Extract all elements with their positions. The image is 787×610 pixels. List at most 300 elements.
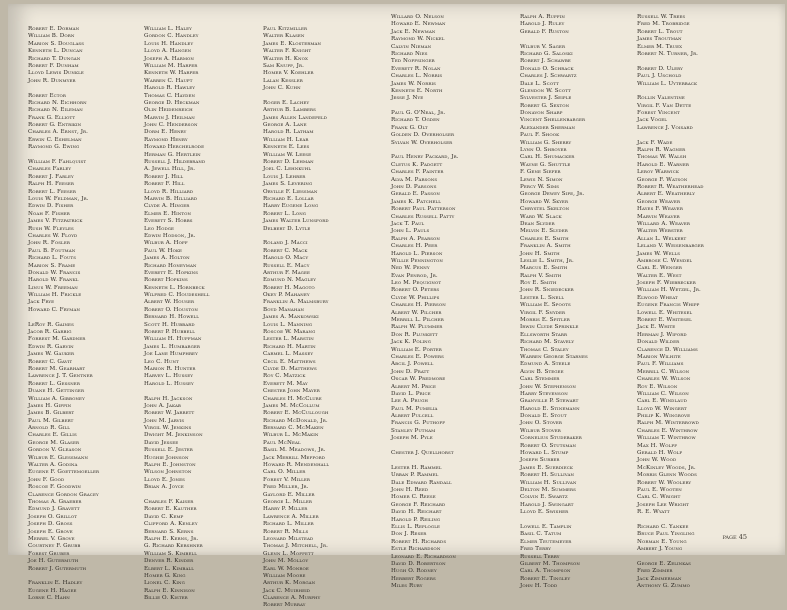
roster-name: Joe H. Gutermuth: [28, 558, 79, 565]
name-column: [28, 26, 99, 602]
roster-name: Richard H. Martin: [263, 343, 316, 350]
roster-name: Dwight M. Jenkinson: [144, 432, 203, 439]
roster-name: Cornelius Studebaker: [520, 435, 582, 442]
roster-name: Wilbur L. McMakin: [263, 432, 319, 439]
roster-name: Calvin Nieman: [391, 43, 432, 50]
roster-name: Thomas C. Staley: [520, 346, 569, 353]
roster-name: Lawrence J. T. Gentner: [28, 373, 93, 380]
roster-name: Jack Frye: [28, 299, 55, 306]
roster-name: Abcil J. Powell: [391, 361, 434, 368]
roster-name: Paul McNeal: [263, 439, 301, 446]
roster-name: William C. Wilson: [637, 390, 689, 397]
roster-name: Clyde D. Matthews: [263, 365, 317, 372]
roster-name: Richard Nies: [391, 50, 428, 57]
roster-name: Walter Klasen: [263, 33, 305, 40]
roster-name: Marion Wilhite: [637, 353, 681, 360]
roster-name: Charles E. Gillis: [28, 432, 77, 439]
roster-name: Robert L. Trout: [637, 28, 683, 35]
roster-name: Arthur K. Morgan: [263, 580, 316, 587]
block-spacer: [144, 492, 210, 499]
roster-name: Howard E. Newman: [391, 21, 446, 28]
roster-name: David D. Robertson: [391, 560, 446, 567]
roster-name: Robert D. Lehman: [263, 159, 314, 166]
roster-name: Ralph A. Pearson: [391, 235, 441, 242]
roster-name: Ellsworth Starr: [520, 331, 568, 338]
roster-name: Stanley Putnam: [391, 427, 436, 434]
roster-name: Richard G. Saloski: [520, 50, 573, 57]
roster-name: Bernard S. Kerns: [144, 528, 194, 535]
roster-name: Everett S. Hobbs: [144, 218, 193, 225]
roster-name: John F. Good: [28, 476, 65, 483]
roster-name: Carl Stemmer: [520, 376, 560, 383]
roster-name: Ralph W. Plummer: [391, 324, 443, 331]
roster-name: Leland V. Weisenbarger: [637, 243, 704, 250]
roster-name: Donald W. Francis: [28, 269, 81, 276]
block-spacer: [391, 457, 459, 464]
roster-name: F. Gene Siefer: [520, 169, 561, 176]
roster-name: Harold O. Macy: [263, 255, 309, 262]
roster-name: Bernard H. Howell: [144, 314, 200, 321]
roster-name: Jack Merrill Mefford: [263, 454, 325, 461]
roster-name: Jack E. Newman: [391, 28, 436, 35]
roster-name: Harold P. Reiling: [391, 516, 441, 523]
roster-name: Howard C. Fryman: [28, 306, 81, 313]
roster-name: Sylvan W. Overholser: [391, 139, 453, 146]
roster-name: Alexander Sherman: [520, 124, 576, 131]
roster-name: Paul Henry Packard, Jr.: [391, 154, 459, 161]
roster-name: Chester John Mayer: [263, 388, 320, 395]
roster-name: Vincent Shellenbarger: [520, 117, 586, 124]
roster-name: William T. Winthrow: [637, 435, 696, 442]
roster-name: Clarence Gordon Gracey: [28, 491, 99, 498]
roster-name: Paul W. Hoke: [144, 247, 183, 254]
roster-name: Harold L. Pierson: [391, 250, 443, 257]
roster-name: Richard C. Yankee: [637, 523, 689, 530]
roster-name: Richard McDonald, Jr.: [263, 417, 328, 424]
block-spacer: [144, 388, 210, 395]
roster-name: James E. Klosterman: [263, 40, 322, 47]
roster-name: James B. Gilbert: [28, 410, 75, 417]
roster-name: William S. Kimbell: [144, 550, 197, 557]
roster-name: Jack T. Paul: [391, 220, 425, 227]
roster-name: William L. Uyterback: [637, 80, 698, 87]
roster-name: James Walter Lunsford: [263, 218, 329, 225]
roster-name: Joseph F. Wiebrecker: [637, 280, 696, 287]
roster-name: Leroy Warwick: [637, 169, 679, 176]
roster-name: Ambert J. Young: [637, 546, 683, 553]
roster-name: James A. Holton: [144, 255, 190, 262]
roster-name: William E. Porter: [391, 346, 442, 353]
roster-name: Walter A. Godina: [28, 462, 78, 469]
roster-name: Kenneth E. North: [391, 87, 443, 94]
roster-name: John R. Fosler: [28, 240, 70, 247]
roster-name: Jesse J. Nye: [391, 95, 424, 102]
page-number: page 45: [722, 533, 747, 541]
roster-name: William Moore: [263, 572, 306, 579]
name-column: [144, 26, 210, 602]
roster-name: Jack Zimmerman: [637, 575, 682, 582]
roster-name: George F. Reichard: [391, 501, 446, 508]
roster-name: Olin Heidenreich: [144, 107, 193, 114]
roster-name: Charles F. Kaiser: [144, 499, 194, 505]
roster-name: Richard Honeyman: [144, 262, 197, 269]
roster-name: Lee A. Prugh: [391, 398, 428, 405]
roster-name: Donald E. Stout: [520, 413, 567, 420]
roster-name: Willard A. Weaver: [637, 220, 691, 227]
roster-name: Sam Knupp, Jr.: [263, 62, 305, 69]
roster-name: Robert E. Kauther: [144, 506, 197, 513]
roster-name: Merrill L. Pilcher: [391, 317, 444, 324]
roster-name: Joseph Surber: [520, 457, 560, 464]
roster-name: Jacob R. Garbig: [28, 329, 72, 336]
roster-name: Bruce Paul Yingling: [637, 531, 695, 538]
roster-name: Robert Ector: [28, 92, 67, 99]
roster-name: Paul M. Pumelia: [391, 405, 438, 412]
roster-name: Harold W. Frankl: [28, 277, 79, 284]
roster-name: Charles H. McClure: [263, 395, 322, 402]
roster-name: Hayes F. Weaver: [637, 206, 683, 213]
roster-name: William G. Sherry: [520, 139, 572, 146]
roster-name: Joseph M. Pyle: [391, 435, 433, 442]
roster-name: Merrill C. Wilson: [637, 368, 690, 375]
roster-name: Leo Hodge: [144, 225, 175, 232]
roster-name: Lowell E. Whitesel: [637, 309, 693, 316]
roster-name: John R. Sniedecker: [520, 287, 574, 294]
roster-name: Edwin D. Fisher: [28, 203, 74, 210]
roster-name: Charles Farley: [28, 166, 72, 173]
roster-name: Robert G. Sexton: [520, 102, 570, 109]
roster-name: Kenneth E. Lees: [263, 144, 310, 151]
roster-name: Courtney F. Grubb: [28, 543, 81, 550]
roster-name: Anthony G. Zummo: [637, 583, 691, 590]
roster-name: James A. Mankowski: [263, 314, 319, 321]
roster-name: Richard M. Stavely: [520, 339, 575, 346]
roster-name: Dorm E. Henry: [144, 129, 187, 136]
roster-name: James M. McCollum: [263, 402, 320, 409]
roster-name: Ralph H. Jackson: [144, 395, 193, 402]
roster-name: Delton M. Summers: [520, 487, 577, 493]
roster-name: Carmel L. Massey: [263, 351, 314, 358]
roster-name: Thomas A. Graeber: [28, 499, 82, 505]
block-spacer: [637, 132, 704, 139]
roster-name: Elbert L. Kimball: [144, 565, 194, 572]
roster-name: Roy E. Smith: [520, 280, 557, 287]
book-page: [8, 4, 785, 609]
roster-name: Robert G. Entrikin: [28, 122, 82, 129]
block-spacer: [263, 93, 329, 100]
roster-name: John C. Kuhn: [263, 85, 301, 92]
roster-name: Jack F. Wade: [637, 139, 673, 146]
roster-name: Brian A. Joyce: [144, 484, 184, 491]
roster-name: Frank G. Olt: [391, 124, 428, 131]
roster-name: Carl O. Miller: [263, 469, 306, 476]
roster-name: Wilson Johnston: [144, 469, 192, 476]
roster-name: Fred Terry: [520, 546, 551, 553]
roster-name: George E. Zelinkas: [637, 560, 692, 567]
roster-name: Ralph E. Johnston: [144, 462, 196, 469]
roster-name: Denver R. Kinder: [144, 558, 194, 565]
roster-name: Edwin R. Garvin: [28, 343, 74, 350]
roster-name: Virgil F. Snyder: [520, 309, 566, 316]
roster-name: Robert J. Schawbe: [520, 58, 571, 65]
roster-name: Robert H. Richards: [391, 538, 447, 545]
roster-name: Charles E. Powers: [391, 353, 444, 360]
roster-name: Richard L. Fouts: [28, 255, 77, 262]
roster-name: Russell W. Trees: [637, 14, 686, 20]
roster-name: Lewis N. Simon: [520, 176, 563, 183]
roster-name: Roscoe W. Marang: [263, 329, 316, 336]
roster-name: Kenneth L. Hornbeck: [144, 284, 205, 291]
roster-name: Elwood Wheat: [637, 294, 678, 301]
roster-name: Harold E. Stinemann: [520, 405, 580, 412]
roster-name: Richard T. Dungan: [28, 55, 81, 62]
roster-name: John R. Dunmyer: [28, 77, 76, 84]
roster-name: Albert M. Price: [391, 383, 437, 390]
block-spacer: [391, 147, 459, 154]
roster-name: Wilfred C. Houdeshell: [144, 292, 210, 299]
roster-name: Paul Kitzmiller: [263, 26, 308, 32]
roster-name: Louis W. Feldman, Jr.: [28, 195, 89, 202]
roster-name: Wayne G. Shuttle: [520, 161, 571, 168]
block-spacer: [28, 314, 99, 321]
roster-name: Ralph M. Winterrowd: [637, 420, 699, 427]
roster-name: Joseph O. Grillot: [28, 513, 77, 520]
roster-name: Richard L. Miller: [263, 521, 314, 528]
roster-name: William E. Spoots: [520, 302, 571, 309]
roster-name: Roscoe F. Goodwin: [28, 484, 81, 491]
roster-name: Harold L. Hussey: [144, 380, 194, 387]
roster-name: Harry P. Miller: [263, 506, 308, 513]
roster-name: Noah F. Fisher: [28, 210, 70, 217]
roster-name: Robert O. Peters: [391, 287, 440, 294]
roster-name: Roy C. Matzick: [263, 373, 306, 380]
roster-name: Gerald F. Ruston: [520, 28, 569, 35]
roster-name: Allan L. Welkert: [637, 235, 687, 242]
roster-name: Paul B. Foutman: [28, 247, 76, 254]
roster-name: Wilbur V. Sager: [520, 43, 566, 50]
roster-name: Paul E. Wooten: [637, 487, 682, 493]
roster-name: Morris Glenn Woods: [637, 472, 698, 479]
roster-name: Arthur B. Lambers: [263, 107, 316, 114]
roster-name: Howard W. Skyer: [520, 198, 569, 205]
roster-name: Roland J. Macci: [263, 240, 308, 247]
roster-name: Harvey L. Hussey: [144, 373, 193, 380]
roster-name: Edmund N. Magley: [263, 277, 316, 284]
roster-name: James Troutman: [637, 36, 682, 43]
roster-name: Charles W. Wilson: [637, 376, 691, 383]
roster-name: Lloyd E. Jones: [144, 476, 185, 483]
roster-name: Fred Zimmer: [637, 568, 673, 575]
roster-name: Edmund A. Steele: [520, 361, 571, 368]
roster-name: Richard N. Eichhorn: [28, 99, 87, 106]
roster-name: Robert L. Feeser: [28, 188, 77, 195]
roster-name: Roy E. Wilson: [637, 383, 678, 390]
roster-name: Hugh O. Rodney: [391, 568, 437, 575]
roster-name: James V. Fitzpatrick: [28, 218, 83, 225]
roster-name: Lionel C. King: [144, 580, 185, 587]
roster-name: David C. Kemp: [144, 513, 184, 520]
roster-name: Frank G. Elliott: [28, 114, 76, 121]
roster-name: Howard R. Mendenhall: [263, 462, 330, 469]
roster-name: Robert L. Gessner: [28, 380, 80, 387]
block-spacer: [637, 517, 704, 524]
roster-name: Ralph R. Wagner: [637, 147, 686, 154]
roster-name: Joseph Lee Wright: [637, 501, 689, 508]
roster-name: Boyd Manahan: [263, 306, 305, 313]
roster-name: Arthur F. Magee: [263, 269, 311, 276]
roster-name: John L. Pauls: [391, 228, 430, 235]
roster-name: James S. Levering: [263, 181, 313, 188]
roster-name: Robert W. Jarrett: [144, 410, 195, 417]
roster-name: Robert D. Ulery: [637, 65, 683, 72]
roster-name: Warren C. Haupt: [144, 77, 193, 84]
roster-name: Max H. Wolff: [637, 442, 678, 449]
roster-name: Carl A. Thompson: [520, 568, 571, 575]
roster-name: Robert L. Long: [263, 210, 307, 217]
roster-name: Lloyd W. Wingert: [637, 405, 687, 412]
roster-name: Joel C. Lehnkuhl: [263, 166, 312, 173]
roster-name: Philip K. Wingrove: [637, 413, 691, 420]
roster-name: Raymond W. Nickel: [391, 36, 445, 43]
name-column: [263, 26, 329, 610]
roster-name: William F. Fahlquist: [28, 159, 87, 166]
roster-name: Edwin Hodson, Jr.: [144, 232, 196, 239]
roster-name: William A. Gibboney: [28, 395, 85, 402]
roster-name: Francis G. Puthoff: [391, 420, 446, 427]
block-spacer: [28, 573, 99, 580]
roster-name: Robert C. Gavit: [28, 358, 73, 365]
roster-name: Marcus E. Smith: [520, 265, 568, 272]
roster-name: Harry Eugene Long: [263, 203, 319, 210]
roster-name: Robert P. Hubbell: [144, 329, 195, 336]
roster-name: John M. Molloy: [263, 558, 309, 565]
roster-name: George L. Miller: [263, 499, 312, 505]
roster-name: Marion S. Frame: [28, 262, 76, 269]
block-spacer: [637, 88, 704, 95]
roster-name: Robert H. Magoto: [263, 284, 315, 291]
roster-name: William W. Leese: [263, 151, 312, 158]
roster-name: Kenneth W. Harper: [144, 70, 199, 77]
roster-name: Leonard Milstead: [263, 535, 314, 542]
block-spacer: [637, 554, 704, 561]
roster-name: Fred M. Trobridge: [637, 21, 690, 28]
roster-name: Cletus K. Padgett: [391, 161, 443, 168]
roster-name: Carl E. Windlaud: [637, 398, 688, 405]
roster-name: Everett R. Nolan: [391, 65, 441, 72]
roster-name: Joseph E. Grove: [28, 528, 73, 535]
roster-name: Merrel V. Grove: [28, 535, 75, 542]
roster-name: James W. Gauker: [28, 351, 75, 358]
roster-name: Harry Stevenson: [520, 390, 568, 397]
roster-name: Robert J. Gutermuth: [28, 565, 87, 572]
roster-name: John D. Pratt: [391, 368, 430, 375]
roster-name: Virgil W. Jenkins: [144, 425, 192, 432]
roster-name: Don J. Reser: [391, 531, 427, 538]
roster-name: Charles L. Norris: [391, 73, 443, 80]
roster-name: John W. Wood: [637, 457, 677, 464]
roster-name: Lloyd Lewis Dunkle: [28, 70, 84, 77]
roster-name: Louis J. Lehrer: [263, 173, 306, 180]
roster-name: William M. Harper: [144, 62, 198, 69]
roster-name: McKinley Woods, Jr.: [637, 464, 696, 471]
roster-name: Charles H. Pierson: [391, 302, 446, 309]
roster-name: George Dewey Sipe, Jr.: [520, 191, 585, 198]
roster-name: Lester L. Marstin: [263, 336, 314, 343]
roster-name: James E. Suerdieck: [520, 464, 573, 471]
roster-name: Alva M. Parsons: [391, 176, 438, 183]
roster-name: Lalan Kessler: [263, 77, 303, 84]
roster-name: Earl W. Monroe: [263, 565, 309, 572]
roster-name: Clyde A. Hinger: [144, 203, 190, 210]
roster-name: Urban P. Rammel: [391, 472, 439, 479]
roster-name: Morris E. Spitler: [520, 317, 570, 324]
roster-name: Irwin Clyde Sprinkle: [520, 324, 579, 331]
roster-name: George M. Glaser: [28, 439, 80, 446]
roster-name: John C. Henderson: [144, 122, 198, 129]
roster-name: Everett M. May: [263, 380, 308, 387]
roster-name: Charles H. Peer: [391, 243, 438, 250]
roster-name: Ambrose C. Wendel: [637, 257, 693, 264]
roster-name: Gilbert M. Thompson: [520, 560, 580, 567]
block-spacer: [391, 103, 459, 110]
name-column: [637, 14, 704, 590]
roster-name: Ralph V. Smith: [520, 272, 562, 279]
roster-name: Lynn O. Shroyer: [520, 147, 567, 154]
roster-name: John H. Smith: [520, 250, 560, 257]
roster-name: Charles F. Painter: [391, 169, 444, 176]
roster-name: Russell E. Jester: [144, 447, 193, 454]
roster-name: William H. Lear: [263, 136, 309, 143]
roster-name: Alvin B. Stegee: [520, 368, 564, 375]
roster-name: Gaylord E. Miller: [263, 491, 315, 498]
roster-name: Marion R. Hunter: [144, 365, 196, 372]
roster-name: John H. Todd: [520, 583, 558, 590]
roster-name: Chrystel Skelton: [520, 206, 570, 213]
roster-name: Willard O. Nelson: [391, 14, 445, 20]
roster-name: Robert W. Woolery: [637, 479, 692, 486]
roster-name: Louis H. Handley: [144, 40, 194, 47]
roster-name: Harold E. Warner: [637, 161, 690, 168]
roster-name: Lester H. Rammel: [391, 464, 442, 471]
roster-name: Granville P. Stewart: [520, 398, 579, 405]
roster-name: Robert E. Tingley: [520, 575, 571, 582]
roster-name: Walter Webster: [637, 228, 683, 235]
roster-name: Linus W. Freeman: [28, 284, 78, 291]
block-spacer: [391, 443, 459, 450]
roster-name: Forest Vincent: [637, 110, 680, 117]
roster-name: LeRoy R. Gaines: [28, 321, 74, 328]
roster-name: Forest Gruber: [28, 550, 70, 557]
roster-name: Robert O. Houston: [144, 306, 198, 313]
roster-name: John O. Stover: [520, 420, 563, 427]
roster-name: Charles J. Schwartz: [520, 73, 577, 80]
roster-name: Albert W. Houser: [144, 299, 195, 306]
name-column: [391, 14, 459, 590]
roster-name: James H. Giffin: [28, 402, 72, 409]
roster-name: Edmund J. Gravett: [28, 506, 80, 513]
roster-name: Colvin E. Swartz: [520, 494, 568, 501]
roster-name: Harold J. Swingart: [520, 501, 574, 508]
roster-name: George A. Lane: [263, 122, 307, 129]
roster-name: Golden D. Overholser: [391, 132, 455, 139]
roster-name: William H. Sullivan: [520, 479, 577, 486]
name-column: [520, 14, 588, 590]
roster-name: Paul J. Uschold: [637, 73, 682, 80]
roster-name: Richard E. Lollar: [263, 195, 314, 202]
roster-name: Robert E. Whitesel: [637, 317, 692, 324]
roster-name: Willie Pennington: [391, 257, 444, 264]
roster-name: Walter F. Knight: [263, 48, 312, 55]
